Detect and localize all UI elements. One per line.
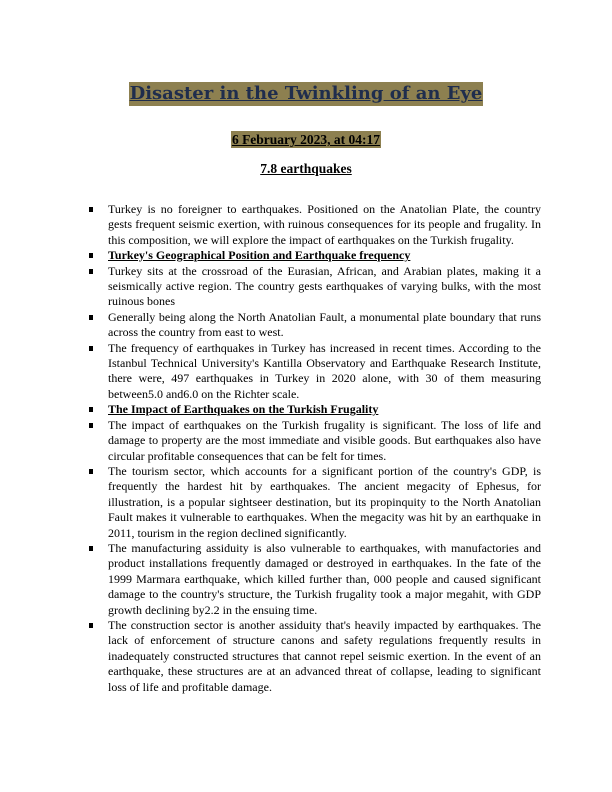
bullet-icon <box>89 269 93 274</box>
bullet-icon <box>89 407 93 412</box>
paragraph-text: Turkey is no foreigner to earthquakes. Positioned on the Anatolian Plate, the country gests frequent seismic exertion, with ruinous consequences for its people and frugality. In this composition, we will explore the impact of earthquakes on the Turkish frugality. <box>108 202 541 247</box>
subtitle-container <box>0 160 612 178</box>
bullet-icon <box>89 207 93 212</box>
title-container <box>0 82 612 106</box>
bullet-icon <box>89 623 93 628</box>
list-item <box>108 310 541 341</box>
bullet-icon <box>89 469 93 474</box>
subtitle: 7.8 earthquakes <box>260 161 352 176</box>
list-item <box>108 618 541 695</box>
paragraph-text: Generally being along the North Anatolian Fault, a monumental plate boundary that runs across the country from east to west. <box>108 309 541 340</box>
list-item <box>108 202 541 248</box>
date-container <box>0 131 612 149</box>
list-item <box>108 541 541 618</box>
document-title: Disaster in the Twinkling of an Eye <box>129 83 483 104</box>
section-heading <box>108 248 541 263</box>
paragraph-text: The frequency of earthquakes in Turkey has increased in recent times. According to the Istanbul Technical University's Kantilla Observatory and Earthquake Research Institute, there were, 497 earthquakes in Turkey in 2020 alone, with 30 of them measuring between5.0 and6.0 on the Richter scale. <box>108 340 541 401</box>
body-bullet-list <box>108 202 541 695</box>
bullet-icon <box>89 315 93 320</box>
section-heading <box>108 402 541 417</box>
paragraph-text: The tourism sector, which accounts for a significant portion of the country's GDP, is frequently the hardest hit by earthquakes. The ancient megacity of Ephesus, for illustration, is a popular sightseer destination, but its propinquity to the North Anatolian Fault makes it vulnerable to earthquakes. When the megacity was hit by an earthquake in 2011, tourism in the region declined significantly. <box>108 463 541 540</box>
date-line: 6 February 2023, at 04:17 <box>231 132 381 147</box>
paragraph-text: The manufacturing assiduity is also vulnerable to earthquakes, with manufactories and product installations frequently damaged or destroyed in earthquakes. In the fate of the 1999 Marmara earthquake, which killed further than, 000 people and caused significant damage to the country's structure, the Turkish frugality took a major megahit, with GDP growth declining by2.2 in the ensuing time. <box>108 540 541 617</box>
paragraph-text: The construction sector is another assiduity that's heavily impacted by earthquakes. The lack of enforcement of structure canons and safety regulations frequently results in inadequately constructed structures that cannot repel seismic exertion. In the event of an earthquake, these structures are at an advanced threat of collapse, leading to significant loss of life and profitable damage. <box>108 617 541 694</box>
bullet-icon <box>89 253 93 258</box>
bullet-icon <box>89 346 93 351</box>
list-item <box>108 264 541 310</box>
list-item <box>108 418 541 464</box>
list-item <box>108 341 541 403</box>
heading-text: Turkey's Geographical Position and Earthquake frequency <box>108 248 411 263</box>
bullet-icon <box>89 546 93 551</box>
list-item <box>108 464 541 541</box>
paragraph-text: Turkey sits at the crossroad of the Eurasian, African, and Arabian plates, making it a seismically active region. The country gests earthquakes of varying bulks, with the most ruinous bones <box>108 263 541 309</box>
bullet-icon <box>89 423 93 428</box>
paragraph-text: The impact of earthquakes on the Turkish frugality is significant. The loss of life and damage to property are the most immediate and visible goods. But earthquakes also have circular profitable consequences that can be felt for times. <box>108 417 541 463</box>
heading-text: The Impact of Earthquakes on the Turkish Frugality <box>108 402 379 417</box>
